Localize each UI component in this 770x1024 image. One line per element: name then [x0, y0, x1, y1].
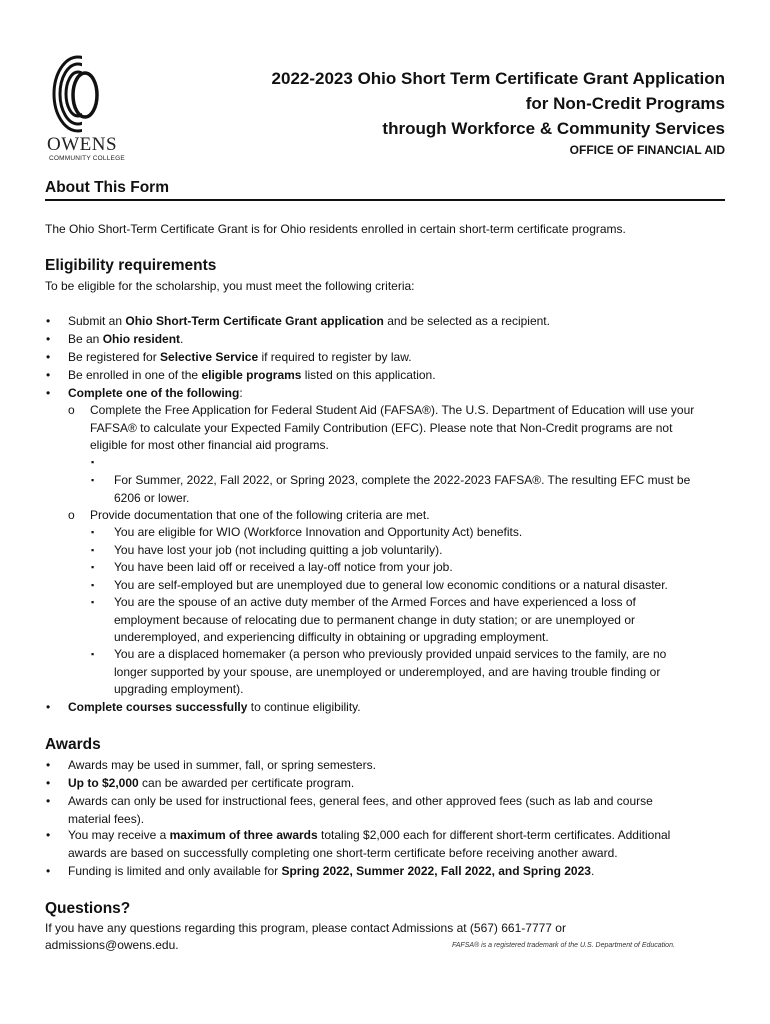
list-item: You have lost your job (not including quitting a job voluntarily). — [114, 543, 443, 557]
bullet-icon: • — [46, 794, 51, 808]
square-bullet-icon: ▪ — [91, 562, 95, 572]
list-item: You have been laid off or received a lay-off notice from your job. — [114, 560, 453, 574]
office-label: OFFICE OF FINANCIAL AID — [569, 143, 725, 157]
list-item: Funding is limited and only available for Spring 2022, Summer 2022, Fall 2022, and Spring 2023. — [68, 864, 595, 878]
bullet-icon: • — [46, 758, 51, 772]
list-item: Be registered for Selective Service if required to register by law. — [68, 350, 412, 364]
owens-logo-icon — [52, 55, 104, 133]
title-line-1: 2022-2023 Ohio Short Term Certificate Grant Application — [271, 69, 725, 88]
awards-heading: Awards — [45, 736, 101, 753]
list-item: Awards may be used in summer, fall, or spring semesters. — [68, 758, 376, 772]
list-item: Complete the Free Application for Federal Student Aid (FAFSA®). The U.S. Department of Education will use your FAFSA® to calculate your Expected Family Contribution (EFC). Please note that Non-Credit programs are not eligible for most other financial aid programs. — [90, 403, 695, 452]
questions-heading: Questions? — [45, 900, 131, 917]
square-bullet-icon: ▪ — [91, 580, 95, 590]
bullet-icon: • — [46, 776, 51, 790]
circle-bullet-icon: o — [68, 508, 75, 522]
title-line-3: through Workforce & Community Services — [382, 119, 725, 138]
bullet-icon: • — [46, 350, 51, 364]
title-line-2: for Non-Credit Programs — [525, 94, 725, 113]
about-heading: About This Form — [45, 179, 169, 196]
bullet-icon: • — [46, 386, 51, 400]
trademark-note: FAFSA® is a registered trademark of the U.S. Department of Education. — [452, 942, 675, 949]
list-item: For Summer, 2022, Fall 2022, or Spring 2023, complete the 2022-2023 FAFSA®. The resulting EFC must be 6206 or lower. — [114, 473, 691, 505]
list-item: Up to $2,000 can be awarded per certificate program. — [68, 776, 355, 790]
list-item: You are a displaced homemaker (a person who previously provided unpaid services to the family, are no longer supported by your spouse, are unemployed or underemployed, and are having trouble finding or upgrading employment). — [114, 647, 667, 696]
eligibility-intro: To be eligible for the scholarship, you must meet the following criteria: — [45, 279, 415, 293]
square-bullet-icon: ▪ — [91, 597, 95, 607]
logo-subtitle: COMMUNITY COLLEGE — [49, 155, 125, 162]
section-divider — [45, 199, 725, 201]
list-item: Be enrolled in one of the eligible programs listed on this application. — [68, 368, 436, 382]
bullet-icon: • — [46, 332, 51, 346]
square-bullet-icon: ▪ — [91, 457, 95, 467]
list-item: Provide documentation that one of the following criteria are met. — [90, 508, 430, 522]
list-item: You are self-employed but are unemployed due to general low economic conditions or a natural disaster. — [114, 578, 668, 592]
list-item: Be an Ohio resident. — [68, 332, 184, 346]
square-bullet-icon: ▪ — [91, 649, 95, 659]
bullet-icon: • — [46, 828, 51, 842]
bullet-icon: • — [46, 700, 51, 714]
bullet-icon: • — [46, 864, 51, 878]
list-item: You are eligible for WIO (Workforce Innovation and Opportunity Act) benefits. — [114, 525, 523, 539]
bullet-icon: • — [46, 368, 51, 382]
circle-bullet-icon: o — [68, 403, 75, 417]
questions-text: If you have any questions regarding this program, please contact Admissions at (567) 661-7777 or admissions@owens.edu. — [45, 921, 566, 952]
list-item: You may receive a maximum of three awards totaling $2,000 each for different short-term certificates. Additional awards are based on successfully completing one short-term certificate before receiving another award. — [68, 828, 671, 860]
square-bullet-icon: ▪ — [91, 527, 95, 537]
list-item: Complete one of the following: — [68, 386, 243, 400]
admissions-email-link[interactable]: admissions@owens.edu. — [45, 938, 179, 952]
list-item: You are the spouse of an active duty member of the Armed Forces and have experienced a loss of employment because of relocating due to permanent change in duty station; or are unemployed or underemployed, and experiencing difficulty in obtaining or upgrading employment. — [114, 595, 636, 644]
eligibility-heading: Eligibility requirements — [45, 257, 217, 274]
page-title — [272, 66, 725, 141]
list-item: Submit an Ohio Short-Term Certificate Grant application and be selected as a recipient. — [68, 314, 550, 328]
square-bullet-icon: ▪ — [91, 545, 95, 555]
bullet-icon: • — [46, 314, 51, 328]
square-bullet-icon: ▪ — [91, 475, 95, 485]
list-item: Awards can only be used for instructional fees, general fees, and other approved fees (such as lab and course material fees). — [68, 794, 653, 826]
logo-name: OWENS — [47, 134, 118, 155]
list-item: Complete courses successfully to continue eligibility. — [68, 700, 361, 714]
about-text: The Ohio Short-Term Certificate Grant is for Ohio residents enrolled in certain short-term certificate programs. — [45, 222, 626, 236]
